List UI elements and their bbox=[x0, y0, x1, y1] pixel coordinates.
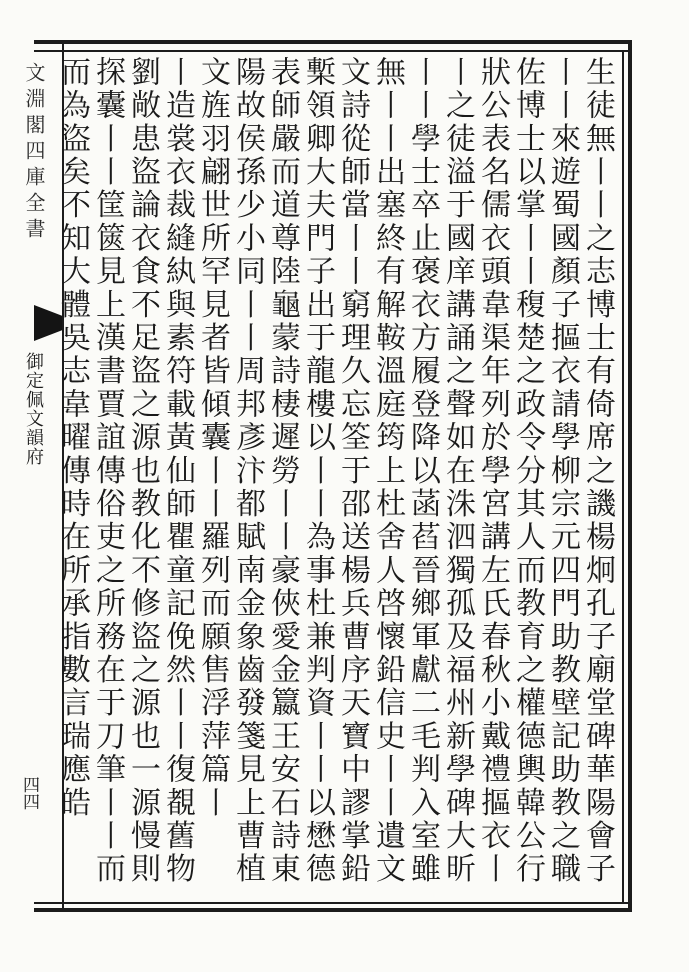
frame-right-rule-outer bbox=[628, 40, 632, 912]
frame-top-rule-inner bbox=[34, 50, 630, 52]
text-column-16: 而為盜矣不知大體吳志韋曜傳時在所承指數言瑞應皓 bbox=[55, 56, 90, 820]
text-column-5: 丨之徒溢于國庠講誦之聲如在洙泗獨孤及福州新學碑大昕 bbox=[440, 56, 475, 886]
text-column-13: 丨造裳衣裁縫紈與素符載黃仙師瞿童記俛然丨丨復覩舊物 bbox=[160, 56, 195, 886]
text-column-11: 陽故侯孫少小同丨丨周邦彥汴都賦南金象齒發箋見上曹植 bbox=[230, 56, 265, 886]
frame-top-rule-outer bbox=[34, 40, 630, 44]
text-column-7: 無丨丨出塞終有解鞍溫庭筠上杜舍人啓懷鉛信史丨丨遺文 bbox=[370, 56, 405, 886]
text-column-4: 狀公表名儒衣頭韋渠年列於學宮講左氏春秋小戴禮摳衣丨 bbox=[475, 56, 510, 886]
text-column-6: 丨丨學士卒止褒衣方履登降以菡萏晉鄉軍獻二毛判入室雖 bbox=[405, 56, 440, 886]
text-column-10: 表師嚴而道尊陸龜蒙詩棲遲勞丨丨豪俠愛金籝王安石詩東 bbox=[265, 56, 300, 886]
text-column-12: 文旌羽翩世所罕見者皆傾囊丨丨羅列而願售浮萍篇丨 bbox=[195, 56, 230, 820]
text-column-3: 佐博士以掌丨丨稪楚之政令分其人而教育之權德輿韓公行 bbox=[510, 56, 545, 886]
margin-book-title: 御定佩文韻府 bbox=[23, 352, 44, 466]
frame-bottom-rule-outer bbox=[34, 908, 630, 912]
text-column-14: 劉敞患盜論衣食不足盜之源也教化不修盜之源也一源慢則 bbox=[125, 56, 160, 886]
page-number: 四四 bbox=[19, 776, 39, 810]
margin-collection-title: 文淵閣四庫全書 bbox=[22, 62, 46, 244]
text-column-1: 生徒無丨丨之志博士有倚席之譏楊炯孔子廟堂碑華陽會子 bbox=[580, 56, 615, 886]
text-column-15: 探囊丨丨筐篋見上漢書賈誼傳俗吏之所務在于刀筆丨丨而 bbox=[90, 56, 125, 886]
text-column-9: 槧領卿大夫門子出于龍樓以丨丨為事杜兼判資丨丨以懋德 bbox=[300, 56, 335, 886]
frame-bottom-rule-inner bbox=[34, 902, 630, 904]
text-column-8: 文詩從師當丨丨窮理久忘筌于邵送楊兵曹序天寶中謬掌鉛 bbox=[335, 56, 370, 886]
text-column-2: 丨丨來遊蜀國顏子摳衣請學柳宗元四門助教壁記助教之職 bbox=[545, 56, 580, 886]
frame-right-rule-inner bbox=[622, 50, 624, 904]
